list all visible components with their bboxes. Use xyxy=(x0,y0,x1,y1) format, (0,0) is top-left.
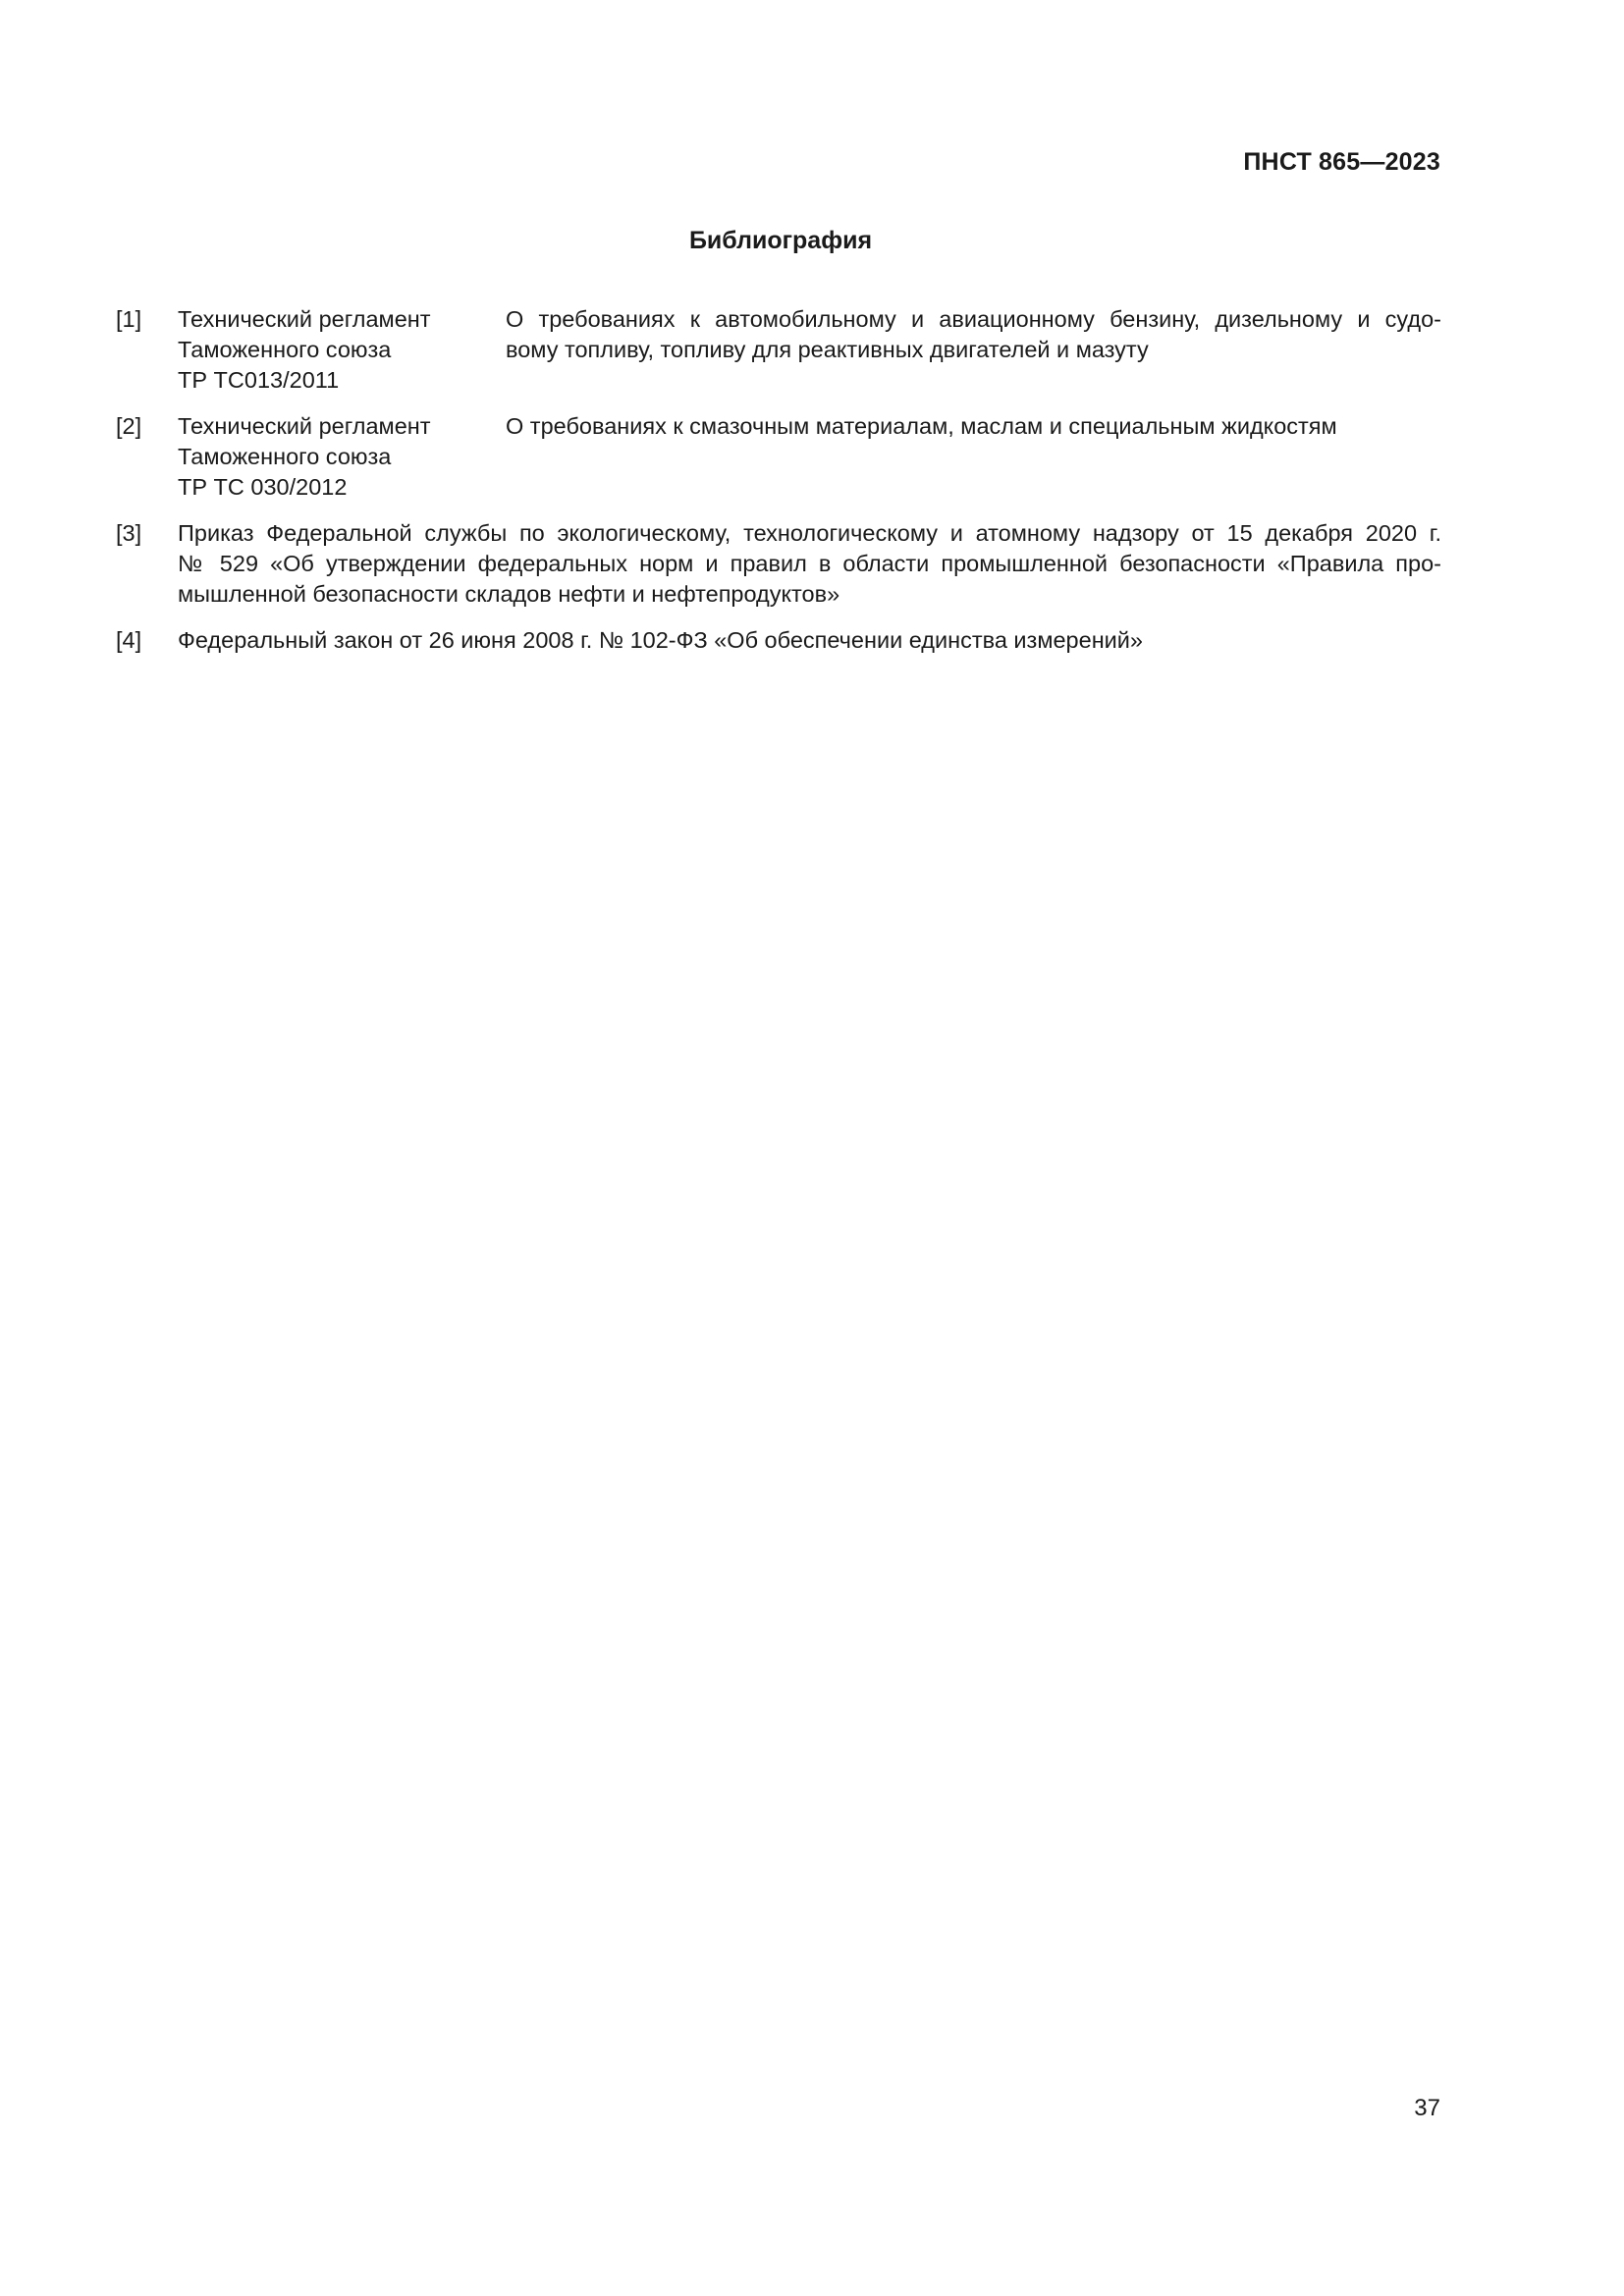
page-number: 37 xyxy=(1414,2095,1440,2121)
entry-source xyxy=(178,411,497,503)
entry-source-line: Таможенного союза xyxy=(178,444,392,469)
entry-description-line: О требованиях к автомобильному и авиационному бензину, дизельному и судо- xyxy=(506,306,1441,332)
entry-source-line: ТР ТС 030/2012 xyxy=(178,474,348,500)
entry-source-line: Технический регламент xyxy=(178,306,431,332)
bibliography-entry-2 xyxy=(116,411,1441,503)
document-code: ПНСТ 865—2023 xyxy=(1243,148,1440,176)
entry-text-line: Федеральный закон от 26 июня 2008 г. № 102-ФЗ «Об обеспечении единства измерений» xyxy=(178,627,1143,653)
entry-source-line: Таможенного союза xyxy=(178,337,392,362)
entry-description xyxy=(506,304,1441,396)
entry-description-line: О требованиях к смазочным материалам, маслам и специальным жидкостям xyxy=(506,413,1337,439)
entry-source xyxy=(178,304,497,396)
entry-number: [1] xyxy=(116,306,142,332)
bibliography-entry-1 xyxy=(116,304,1441,396)
bibliography-entry-4 xyxy=(116,625,1441,656)
entry-number: [3] xyxy=(116,520,142,546)
entry-description xyxy=(506,411,1441,503)
entry-text xyxy=(178,518,1441,610)
entry-text xyxy=(178,625,1441,656)
entry-number: [4] xyxy=(116,627,142,653)
entry-description-line: вому топливу, топливу для реактивных двигателей и мазуту xyxy=(506,337,1149,362)
entry-text-line: Приказ Федеральной службы по экологическому, технологическому и атомному надзору от 15 декабря 2020 г. xyxy=(178,520,1441,546)
entry-source-line: ТР ТС013/2011 xyxy=(178,367,340,393)
entry-text-line: № 529 «Об утверждении федеральных норм и правил в области промышленной безопасности «Правила про- xyxy=(178,551,1441,576)
section-title: Библиография xyxy=(688,227,873,254)
entry-source-line: Технический регламент xyxy=(178,413,431,439)
entry-number: [2] xyxy=(116,413,142,439)
bibliography-list xyxy=(116,304,1441,671)
entry-text-line: мышленной безопасности складов нефти и нефтепродуктов» xyxy=(178,581,840,607)
bibliography-entry-3 xyxy=(116,518,1441,610)
